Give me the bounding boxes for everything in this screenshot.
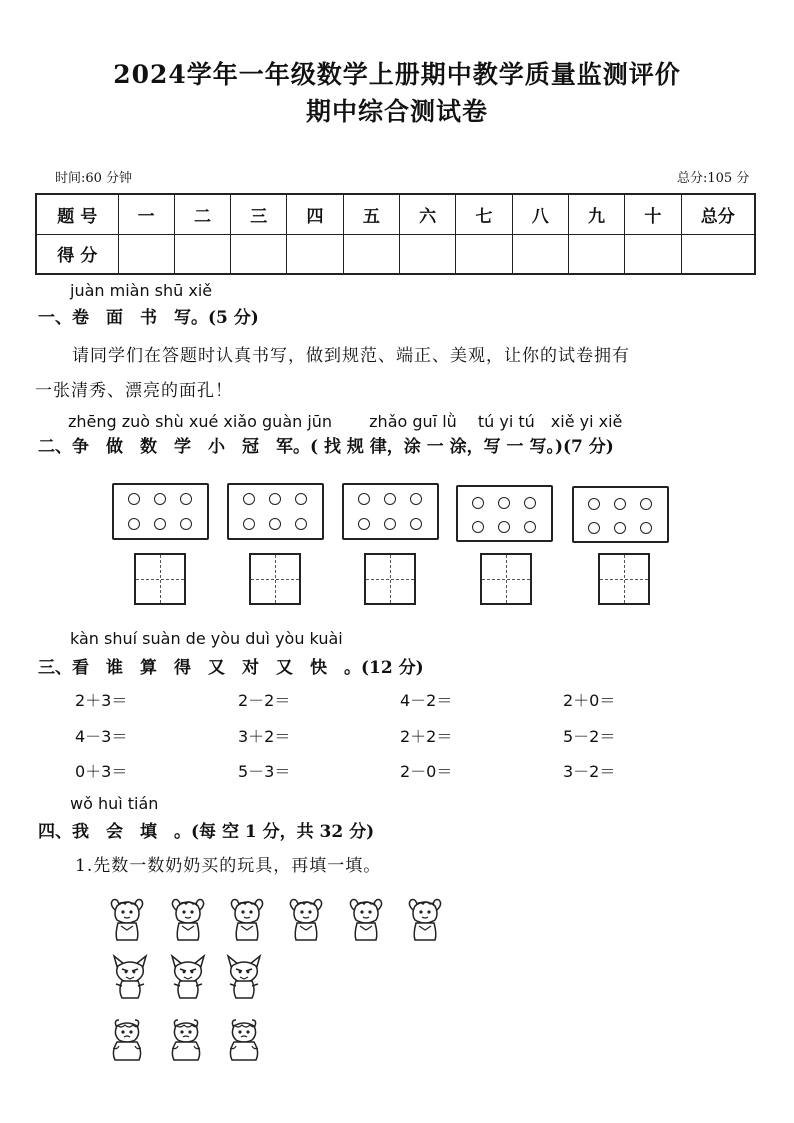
equation[interactable]: 2－2＝: [238, 691, 291, 710]
score-table-cell: 二: [174, 194, 230, 234]
writing-grid[interactable]: [480, 553, 532, 605]
pattern-box-2: [227, 483, 324, 540]
circle-icon[interactable]: [410, 493, 422, 505]
score-input-cell[interactable]: [512, 234, 568, 274]
section3-pinyin: kàn shuí suàn de yòu duì yòu kuài: [70, 629, 343, 648]
circle-icon[interactable]: [588, 522, 600, 534]
sheep-toy-icon: [284, 896, 328, 942]
equation[interactable]: 4－2＝: [400, 691, 453, 710]
writing-grid[interactable]: [364, 553, 416, 605]
time-limit: 时间:60 分钟: [55, 171, 133, 186]
score-table-cell: 五: [343, 194, 399, 234]
score-table-header-row: [36, 194, 755, 234]
circle-icon[interactable]: [154, 493, 166, 505]
circle-icon[interactable]: [410, 518, 422, 530]
goat-toy-icon: [105, 1016, 149, 1062]
pattern-box-3: [342, 483, 439, 540]
score-table-cell: 一: [118, 194, 174, 234]
equation[interactable]: 2＋3＝: [75, 691, 128, 710]
section1-body-line2: 一张清秀、漂亮的面孔！: [35, 381, 233, 401]
wolf-toy-icon: [108, 954, 152, 1000]
circle-icon[interactable]: [614, 522, 626, 534]
circle-icon[interactable]: [640, 498, 652, 510]
section2-title: 二、争 做 数 学 小 冠 军。( 找 规 律，涂 一 涂，写 一 写。)(7 分): [38, 437, 614, 457]
writing-grid[interactable]: [249, 553, 301, 605]
circle-icon[interactable]: [269, 493, 281, 505]
circle-icon[interactable]: [614, 498, 626, 510]
score-input-cell[interactable]: [625, 234, 681, 274]
circle-icon[interactable]: [295, 518, 307, 530]
section2-pinyin: zhēng zuò shù xué xiǎo guàn jūn zhǎo guī lǜ tú yi tú xiě yi xiě: [68, 412, 623, 431]
circle-icon[interactable]: [640, 522, 652, 534]
section3-title: 三、看 谁 算 得 又 对 又 快 。(12 分): [38, 658, 424, 678]
equation[interactable]: 5－3＝: [238, 762, 291, 781]
sheep-toy-icon: [166, 896, 210, 942]
question-4-1: 1.先数一数奶奶买的玩具，再填一填。: [75, 856, 382, 876]
circle-icon[interactable]: [384, 493, 396, 505]
circle-icon[interactable]: [524, 497, 536, 509]
circle-icon[interactable]: [384, 518, 396, 530]
equation[interactable]: 2＋2＝: [400, 727, 453, 746]
equation[interactable]: 4－3＝: [75, 727, 128, 746]
score-input-cell[interactable]: [287, 234, 343, 274]
equation[interactable]: 3＋2＝: [238, 727, 291, 746]
circle-icon[interactable]: [358, 518, 370, 530]
score-input-cell[interactable]: [681, 234, 755, 274]
section4-title: 四、我 会 填 。(每 空 1 分，共 32 分): [38, 822, 375, 842]
section1-body-line1: 请同学们在答题时认真书写，做到规范、端正、美观，让你的试卷拥有: [72, 346, 630, 366]
section1-title: 一、卷 面 书 写。(5 分): [38, 308, 259, 328]
circle-icon[interactable]: [154, 518, 166, 530]
score-input-cell[interactable]: [231, 234, 287, 274]
exam-title-line2: 期中综合测试卷: [305, 97, 488, 126]
goat-toy-icon: [222, 1016, 266, 1062]
score-table-cell: 总分: [681, 194, 755, 234]
score-table-cell: 九: [568, 194, 624, 234]
equation[interactable]: 2＋0＝: [563, 691, 616, 710]
writing-grid[interactable]: [134, 553, 186, 605]
pattern-box-5: [572, 486, 669, 543]
score-table: [35, 193, 756, 275]
circle-icon[interactable]: [498, 521, 510, 533]
equation[interactable]: 2－0＝: [400, 762, 453, 781]
score-input-cell[interactable]: [343, 234, 399, 274]
score-table-cell: 八: [512, 194, 568, 234]
equation[interactable]: 0＋3＝: [75, 762, 128, 781]
score-input-cell[interactable]: [568, 234, 624, 274]
circle-icon[interactable]: [180, 493, 192, 505]
circle-icon[interactable]: [243, 518, 255, 530]
pattern-box-1: [112, 483, 209, 540]
circle-icon[interactable]: [588, 498, 600, 510]
circle-icon[interactable]: [128, 493, 140, 505]
sheep-toy-icon: [105, 896, 149, 942]
score-row-label: 得 分: [36, 234, 118, 274]
sheep-toy-icon: [403, 896, 447, 942]
circle-icon[interactable]: [295, 493, 307, 505]
circle-icon[interactable]: [128, 518, 140, 530]
circle-icon[interactable]: [358, 493, 370, 505]
sheep-toy-icon: [225, 896, 269, 942]
wolf-toy-icon: [166, 954, 210, 1000]
section4-pinyin: wǒ huì tián: [70, 794, 159, 813]
score-table-cell: 题 号: [36, 194, 118, 234]
circle-icon[interactable]: [243, 493, 255, 505]
circle-icon[interactable]: [472, 521, 484, 533]
equation[interactable]: 5－2＝: [563, 727, 616, 746]
pattern-box-4: [456, 485, 553, 542]
equation[interactable]: 3－2＝: [563, 762, 616, 781]
section1-pinyin: juàn miàn shū xiě: [70, 281, 213, 300]
score-input-cell[interactable]: [174, 234, 230, 274]
circle-icon[interactable]: [180, 518, 192, 530]
circle-icon[interactable]: [269, 518, 281, 530]
writing-grid[interactable]: [598, 553, 650, 605]
score-table-cell: 三: [231, 194, 287, 234]
score-table-cell: 四: [287, 194, 343, 234]
score-input-cell[interactable]: [456, 234, 512, 274]
circle-icon[interactable]: [472, 497, 484, 509]
exam-title-line1: 2024学年一年级数学上册期中教学质量监测评价: [113, 60, 681, 89]
total-score: 总分:105 分: [677, 171, 750, 186]
circle-icon[interactable]: [498, 497, 510, 509]
wolf-toy-icon: [222, 954, 266, 1000]
score-table-cell: 六: [399, 194, 455, 234]
goat-toy-icon: [164, 1016, 208, 1062]
sheep-toy-icon: [344, 896, 388, 942]
circle-icon[interactable]: [524, 521, 536, 533]
score-input-cell[interactable]: [118, 234, 174, 274]
score-table-cell: 十: [625, 194, 681, 234]
score-table-cell: 七: [456, 194, 512, 234]
score-table-score-row: [36, 234, 755, 274]
score-input-cell[interactable]: [399, 234, 455, 274]
